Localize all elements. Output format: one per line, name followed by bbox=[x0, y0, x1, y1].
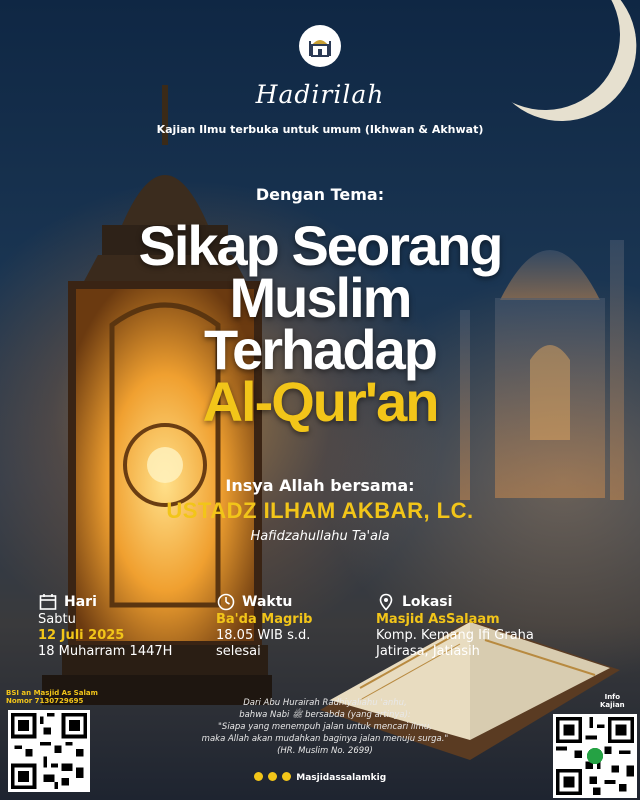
social-handle-text[interactable]: Masjidassalamkig bbox=[296, 773, 387, 783]
facebook-icon bbox=[282, 772, 291, 781]
day-info bbox=[38, 592, 172, 660]
time-info bbox=[216, 592, 312, 660]
calendar-icon bbox=[38, 592, 58, 612]
youtube-icon bbox=[254, 772, 263, 781]
day-name: Sabtu bbox=[38, 612, 76, 627]
clock-icon bbox=[216, 592, 236, 612]
speaker-intro: Insya Allah bersama: bbox=[225, 476, 415, 495]
location-pin-icon bbox=[376, 592, 396, 612]
time-main: Ba'da Magrib bbox=[216, 612, 313, 627]
hijri-date: 18 Muharram 1447H bbox=[38, 644, 173, 659]
mosque-logo-icon bbox=[305, 31, 335, 61]
time-range: 18.05 WIB s.d. bbox=[216, 628, 311, 643]
title-line-1: Sikap Seorang bbox=[138, 214, 502, 277]
title-line-4: Al-Qur'an bbox=[202, 370, 438, 433]
instagram-icon bbox=[268, 772, 277, 781]
venue-address-2: Jatirasa, Jatiasih bbox=[376, 644, 480, 659]
theme-intro: Dengan Tema: bbox=[255, 185, 385, 204]
hadith-line-1: Dari Abu Hurairah Radhiyallahu 'anhu, bbox=[243, 698, 407, 708]
mosque-logo bbox=[299, 25, 341, 67]
event-date: 12 Juli 2025 bbox=[38, 628, 125, 643]
venue-address-1: Komp. Kemang Ifi Graha bbox=[376, 628, 534, 643]
social-handle bbox=[0, 772, 640, 783]
donation-bank: BSI an Masjid As Salam bbox=[6, 689, 98, 697]
location-info bbox=[376, 592, 534, 660]
info-label-1: Info bbox=[604, 693, 621, 701]
location-label: Lokasi bbox=[402, 594, 453, 610]
hadith-line-3: "Siapa yang menempuh jalan untuk mencari ilmu, bbox=[218, 722, 432, 732]
event-title bbox=[0, 214, 640, 433]
time-label: Waktu bbox=[242, 594, 293, 610]
venue-name: Masjid AsSalaam bbox=[376, 612, 500, 627]
hadith-quote bbox=[120, 697, 530, 757]
donation-number: Nomor 7130729695 bbox=[6, 697, 84, 705]
time-end: selesai bbox=[216, 644, 261, 659]
hadith-line-4: maka Allah akan mudahkan baginya jalan menuju surga." bbox=[201, 734, 449, 744]
speaker-name: USTADZ ILHAM AKBAR, LC. bbox=[166, 498, 474, 523]
title-line-3: Terhadap bbox=[204, 318, 436, 381]
day-label: Hari bbox=[64, 594, 97, 610]
donation-account bbox=[6, 689, 98, 705]
speaker-honorific: Hafidzahullahu Ta'ala bbox=[250, 529, 390, 544]
audience-subtitle: Kajian Ilmu terbuka untuk umum (Ikhwan & Akhwat) bbox=[156, 123, 484, 136]
info-kajian-label bbox=[600, 693, 625, 709]
invitation-heading: Hadirilah bbox=[255, 80, 385, 109]
hadith-line-2: bahwa Nabi ﷺ bersabda (yang artinya): bbox=[239, 710, 411, 720]
info-label-2: Kajian bbox=[600, 701, 625, 709]
hadith-source: (HR. Muslim No. 2699) bbox=[277, 746, 373, 756]
info-qr-code[interactable] bbox=[553, 714, 637, 798]
title-line-2: Muslim bbox=[229, 266, 411, 329]
